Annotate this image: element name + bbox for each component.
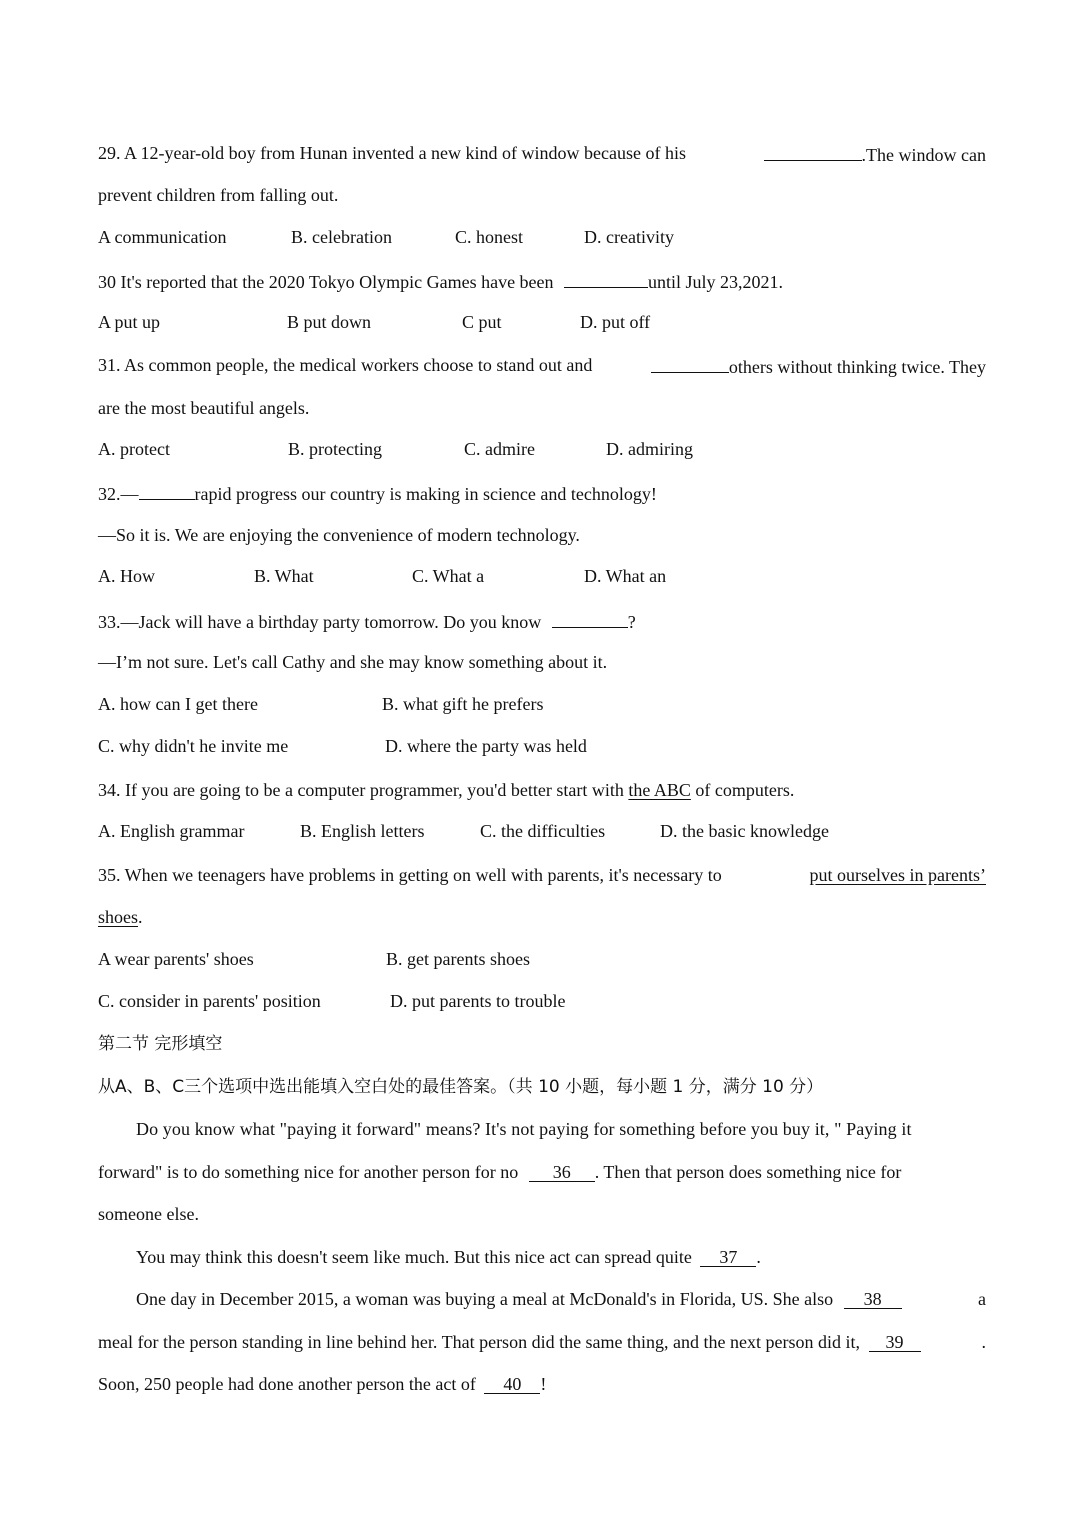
q32-stem <box>98 481 657 505</box>
q32-stem-text-a: 32.— <box>98 484 139 504</box>
passage-p1-line3: someone else. <box>98 1204 199 1224</box>
q30-stem <box>98 269 783 293</box>
q29-blank <box>764 142 862 161</box>
q31-option-d[interactable]: D. admiring <box>606 439 693 459</box>
q31-stem-line1 <box>98 354 986 378</box>
q32-option-d[interactable]: D. What an <box>584 566 667 586</box>
blank-36[interactable]: 36 <box>529 1163 595 1182</box>
q35-option-a[interactable]: A wear parents' shoes <box>98 949 254 969</box>
blank-38[interactable]: 38 <box>844 1290 902 1309</box>
q32-option-a[interactable]: A. How <box>98 566 155 586</box>
q29-stem-line1 <box>98 142 986 166</box>
section-title: 第二节 完形填空 <box>98 1034 223 1054</box>
q29-option-c[interactable]: C. honest <box>455 227 524 247</box>
q32-stem-text-b: rapid progress our country is making in science and technology! <box>194 484 657 504</box>
passage-p2-text-b: . <box>756 1247 761 1267</box>
q33-reply: —I’m not sure. Let's call Cathy and she may know something about it. <box>98 652 608 672</box>
q31-option-c[interactable]: C. admire <box>464 439 535 459</box>
q33-option-b[interactable]: B. what gift he prefers <box>382 694 544 714</box>
q30-blank <box>564 269 648 288</box>
q33-stem-text-a: 33.—Jack will have a birthday party tomorrow. Do you know <box>98 612 542 632</box>
section-instruction: 从A、B、C三个选项中选出能填入空白处的最佳答案。（共 10 小题，每小题 1 分，满分 10 分） <box>98 1077 824 1097</box>
q33-option-d[interactable]: D. where the party was held <box>385 736 587 756</box>
passage-p3-text-b: a <box>978 1289 986 1309</box>
q33-blank <box>552 609 628 628</box>
q29-stem-tail <box>764 142 986 166</box>
passage-p1-line1 <box>136 1118 986 1140</box>
passage-p1-text-c: . Then that person does something nice for <box>594 1162 902 1182</box>
passage-p3-line3 <box>98 1373 546 1395</box>
passage-p3-text-e: Soon, 250 people had done another person the act of <box>98 1374 476 1394</box>
passage-p2-text-a: You may think this doesn't seem like much. But this nice act can spread quite <box>136 1247 692 1267</box>
passage-p3-line2 <box>98 1331 986 1353</box>
q34-option-b[interactable]: B. English letters <box>300 821 425 841</box>
q33-option-a[interactable]: A. how can I get there <box>98 694 258 714</box>
passage-p3-line1 <box>136 1288 986 1310</box>
q35-stem-text-a: 35. When we teenagers have problems in getting on well with parents, it's necessary to <box>98 865 722 885</box>
passage-p2 <box>136 1246 761 1268</box>
q30-option-d[interactable]: D. put off <box>580 312 651 332</box>
passage-p3-text-c: meal for the person standing in line behind her. That person did the same thing, and the next person did it, <box>98 1332 861 1352</box>
q31-stem-text-a: 31. As common people, the medical workers choose to stand out and <box>98 355 593 375</box>
q31-option-a[interactable]: A. protect <box>98 439 170 459</box>
q34-stem-text-b: of computers. <box>695 780 795 800</box>
q34-option-c[interactable]: C. the difficulties <box>480 821 606 841</box>
q35-option-d[interactable]: D. put parents to trouble <box>390 991 566 1011</box>
q35-underlined-phrase-b: shoes <box>98 907 138 927</box>
passage-p1-line2 <box>98 1161 986 1183</box>
passage-p3-text-f: ! <box>540 1374 547 1394</box>
q35-stem-line2 <box>98 906 143 928</box>
q30-option-c[interactable]: C put <box>462 312 502 332</box>
q33-stem <box>98 609 636 633</box>
q35-stem-line1 <box>98 864 986 886</box>
passage-p3-text-d: . <box>981 1332 986 1352</box>
passage-p1-text-b: forward" is to do something nice for another person for no <box>98 1162 519 1182</box>
q34-option-d[interactable]: D. the basic knowledge <box>660 821 829 841</box>
q35-underlined-phrase-a: put ourselves in parents’ <box>809 865 986 885</box>
passage-p3-line1-head <box>136 1288 902 1310</box>
q29-option-a[interactable]: A communication <box>98 227 227 247</box>
q31-stem-line2: are the most beautiful angels. <box>98 398 310 418</box>
q34-stem-text-a: 34. If you are going to be a computer programmer, you'd better start with <box>98 780 624 800</box>
q30-stem-text-b: until July 23,2021. <box>648 272 784 292</box>
q32-blank <box>139 481 195 500</box>
q34-underlined-phrase: the ABC <box>628 780 691 800</box>
q31-option-b[interactable]: B. protecting <box>288 439 382 459</box>
q30-option-a[interactable]: A put up <box>98 312 161 332</box>
passage-p3-text-a: One day in December 2015, a woman was buying a meal at McDonald's in Florida, US. She also <box>136 1289 834 1309</box>
q32-option-b[interactable]: B. What <box>254 566 314 586</box>
q29-stem-text-b: .The window can <box>861 145 986 165</box>
q35-option-c[interactable]: C. consider in parents' position <box>98 991 321 1011</box>
blank-40[interactable]: 40 <box>484 1375 540 1394</box>
q29-option-b[interactable]: B. celebration <box>291 227 392 247</box>
passage-p3-line2-head <box>98 1331 921 1353</box>
q35-stem-text-b: . <box>138 907 143 927</box>
q29-stem-line2: prevent children from falling out. <box>98 185 339 205</box>
passage-p1-line2-head <box>98 1161 901 1183</box>
passage-p1-text-a: Do you know what "paying it forward" means? It's not paying for something before you buy it, " Paying it <box>136 1119 912 1139</box>
q32-reply: —So it is. We are enjoying the convenience of modern technology. <box>98 525 580 545</box>
q33-option-c[interactable]: C. why didn't he invite me <box>98 736 289 756</box>
q34-stem <box>98 779 794 801</box>
q30-option-b[interactable]: B put down <box>287 312 372 332</box>
blank-37[interactable]: 37 <box>700 1248 756 1267</box>
q32-option-c[interactable]: C. What a <box>412 566 485 586</box>
q34-option-a[interactable]: A. English grammar <box>98 821 245 841</box>
q33-stem-text-b: ? <box>627 612 636 632</box>
q31-blank <box>651 354 729 373</box>
q31-stem-text-b: others without thinking twice. They <box>728 357 986 377</box>
blank-39[interactable]: 39 <box>869 1333 921 1352</box>
q31-stem-tail <box>651 354 986 378</box>
q29-option-d[interactable]: D. creativity <box>584 227 674 247</box>
q35-option-b[interactable]: B. get parents shoes <box>386 949 530 969</box>
q30-stem-text-a: 30 It's reported that the 2020 Tokyo Olympic Games have been <box>98 272 554 292</box>
q29-stem-text-a: 29. A 12-year-old boy from Hunan invented a new kind of window because of his <box>98 143 687 163</box>
